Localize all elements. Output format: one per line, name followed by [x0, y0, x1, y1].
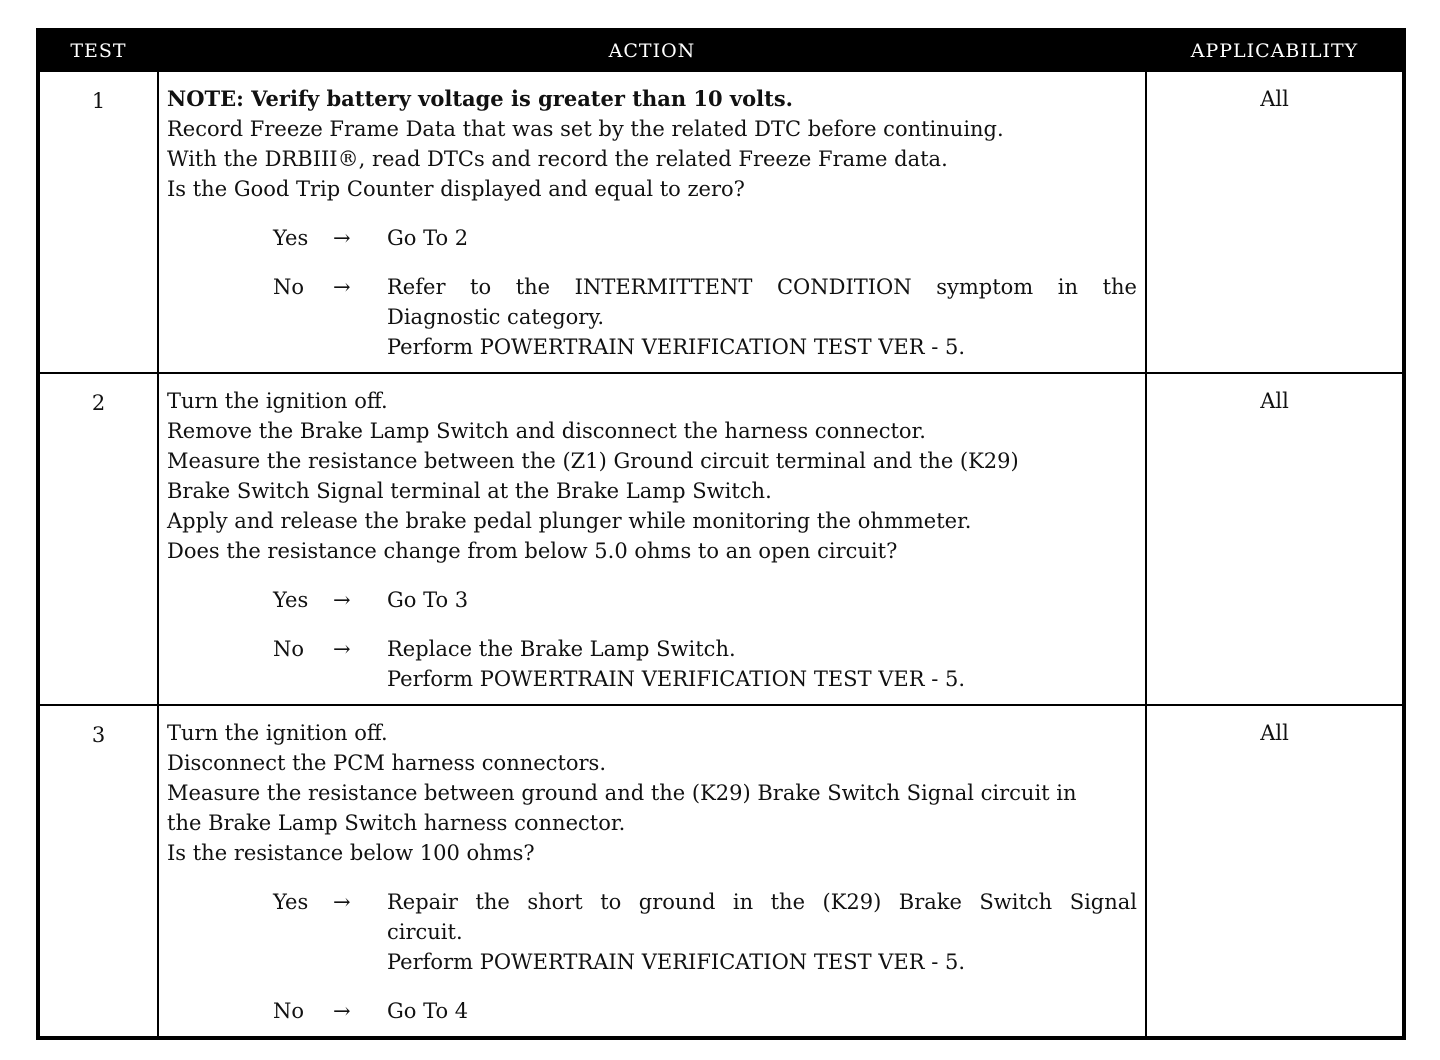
no-label: No	[273, 637, 305, 661]
yes-result	[387, 223, 1137, 253]
action-line: Measure the resistance between ground and the (K29) Brake Switch Signal circuit in	[167, 781, 1077, 805]
no-result	[387, 272, 1137, 362]
right-arrow-icon: →	[333, 275, 351, 299]
action-line: Disconnect the PCM harness connectors.	[167, 751, 607, 775]
header-row	[38, 30, 1404, 71]
result-line: Go To 4	[387, 999, 469, 1023]
result-line: Repair the short to ground in the (K29) Brake Switch Signal	[387, 890, 1137, 914]
right-arrow-icon: →	[333, 637, 351, 661]
result-line: Go To 2	[387, 226, 469, 250]
result-line: circuit.	[387, 920, 463, 944]
no-option	[273, 272, 1137, 362]
test-row	[38, 373, 1404, 705]
diagnostic-test-table-container	[36, 28, 1402, 1040]
test-number: 2	[38, 373, 158, 705]
action-cell	[158, 71, 1146, 373]
action-line: Is the Good Trip Counter displayed and equal to zero?	[167, 177, 745, 201]
no-result	[387, 996, 1137, 1026]
no-option	[273, 634, 1137, 694]
action-line: Measure the resistance between the (Z1) Ground circuit terminal and the (K29)	[167, 449, 1019, 473]
no-label: No	[273, 275, 305, 299]
result-line: Diagnostic category.	[387, 305, 605, 329]
test-row	[38, 71, 1404, 373]
header-test: TEST	[38, 30, 158, 71]
no-result	[387, 634, 1137, 694]
yes-result	[387, 887, 1137, 977]
no-option	[273, 996, 1137, 1026]
result-line: Replace the Brake Lamp Switch.	[387, 637, 736, 661]
yes-label: Yes	[273, 588, 309, 612]
right-arrow-icon: →	[333, 890, 351, 914]
result-line: Perform POWERTRAIN VERIFICATION TEST VER - 5.	[387, 667, 966, 691]
result-line: Perform POWERTRAIN VERIFICATION TEST VER - 5.	[387, 335, 966, 359]
action-line: Turn the ignition off.	[167, 721, 388, 745]
test-number: 1	[38, 71, 158, 373]
no-label: No	[273, 999, 305, 1023]
applicability-value: All	[1146, 373, 1404, 705]
yes-option	[273, 223, 1137, 253]
test-row	[38, 705, 1404, 1038]
result-line: Perform POWERTRAIN VERIFICATION TEST VER - 5.	[387, 950, 966, 974]
action-cell	[158, 705, 1146, 1038]
yes-option	[273, 887, 1137, 977]
result-line: Go To 3	[387, 588, 469, 612]
action-line: Does the resistance change from below 5.0 ohms to an open circuit?	[167, 539, 898, 563]
yes-label: Yes	[273, 226, 309, 250]
action-line: Remove the Brake Lamp Switch and disconnect the harness connector.	[167, 419, 926, 443]
yes-result	[387, 585, 1137, 615]
answer-options	[167, 887, 1137, 1026]
header-applicability: APPLICABILITY	[1146, 30, 1404, 71]
test-number: 3	[38, 705, 158, 1038]
right-arrow-icon: →	[333, 226, 351, 250]
action-line: Apply and release the brake pedal plunger while monitoring the ohmmeter.	[167, 509, 972, 533]
right-arrow-icon: →	[333, 588, 351, 612]
action-line: With the DRBIII®, read DTCs and record the related Freeze Frame data.	[167, 147, 948, 171]
action-line: Record Freeze Frame Data that was set by the related DTC before continuing.	[167, 117, 1004, 141]
action-note: NOTE: Verify battery voltage is greater than 10 volts.	[167, 86, 793, 111]
answer-options	[167, 585, 1137, 694]
action-line: Turn the ignition off.	[167, 389, 388, 413]
action-line: Is the resistance below 100 ohms?	[167, 841, 535, 865]
diagnostic-test-table	[36, 28, 1406, 1040]
applicability-value: All	[1146, 71, 1404, 373]
applicability-value: All	[1146, 705, 1404, 1038]
action-line: Brake Switch Signal terminal at the Brake Lamp Switch.	[167, 479, 772, 503]
result-line: Refer to the INTERMITTENT CONDITION symptom in the	[387, 275, 1137, 299]
right-arrow-icon: →	[333, 999, 351, 1023]
answer-options	[167, 223, 1137, 362]
header-action: ACTION	[158, 30, 1146, 71]
action-cell	[158, 373, 1146, 705]
yes-label: Yes	[273, 890, 309, 914]
yes-option	[273, 585, 1137, 615]
action-line: the Brake Lamp Switch harness connector.	[167, 811, 626, 835]
